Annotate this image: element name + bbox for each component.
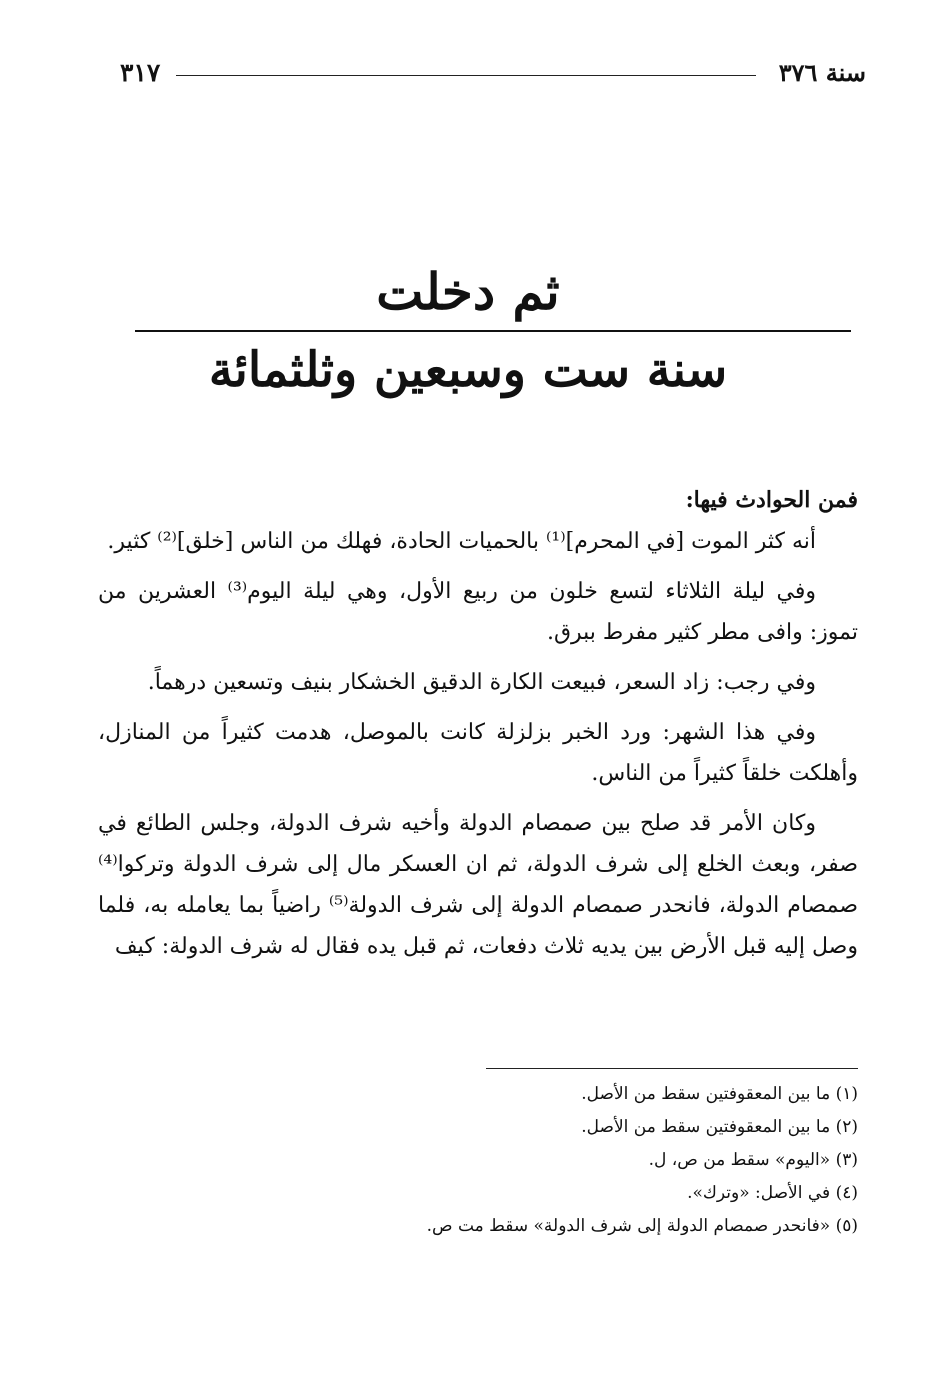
footnote-5: (٥) «فانحدر صمصام الدولة إلى شرف الدولة» سقط مت ص. [426,1216,858,1236]
header-rule [176,75,756,76]
footnote-2: (٢) ما بين المعقوفتين سقط من الأصل. [581,1117,858,1137]
paragraph-2: وفي ليلة الثلاثاء لتسع خلون من ربيع الأول، وهي ليلة اليوم⁽³⁾ العشرين من تموز: وافى مطر كثير مفرط ببرق. [98,579,858,645]
chapter-title-line1: ثم دخلت [376,262,560,321]
section-lead: فمن الحوادث فيها: [685,487,858,513]
paragraph-3: وفي رجب: زاد السعر، فبيعت الكارة الدقيق الخشكار بنيف وتسعين درهماً. [147,670,816,695]
page-number: ٣١٧ [120,58,161,87]
page-header [120,58,866,94]
chapter-title-line2: سنة ست وسبعين وثلثمائة [208,342,728,398]
paragraph-5: وكان الأمر قد صلح بين صمصام الدولة وأخيه شرف الدولة، وجلس الطائع في صفر، وبعث الخلع إلى شرف الدولة، ثم ان العسكر مال إلى شرف الدولة وتركوا⁽⁴⁾ صمصام الدولة، فانحدر صمصام الدولة إلى شرف الدولة⁽⁵⁾ راضياً بما يعامله به، فلما وصل إليه قبل الأرض بين يديه ثلاث دفعات، ثم قبل يده فقال له شرف الدولة: كيف [98,811,858,959]
footnote-4: (٤) في الأصل: «وترك». [687,1183,858,1203]
title-divider [135,330,851,332]
running-title: سنة ٣٧٦ [778,58,866,87]
body-text [98,480,858,976]
footnote-1: (١) ما بين المعقوفتين سقط من الأصل. [581,1084,858,1104]
paragraph-1: أنه كثر الموت [في المحرم]⁽¹⁾ بالحميات الحادة، فهلك من الناس [خلق]⁽²⁾ كثير. [107,529,816,554]
footnote-divider [486,1068,858,1069]
footnotes [258,1078,858,1243]
footnote-3: (٣) «اليوم» سقط من ص، ل. [648,1150,858,1170]
paragraph-4: وفي هذا الشهر: ورد الخبر بزلزلة كانت بالموصل، هدمت كثيراً من المنازل، وأهلكت خلقاً كثيراً من الناس. [98,720,858,786]
